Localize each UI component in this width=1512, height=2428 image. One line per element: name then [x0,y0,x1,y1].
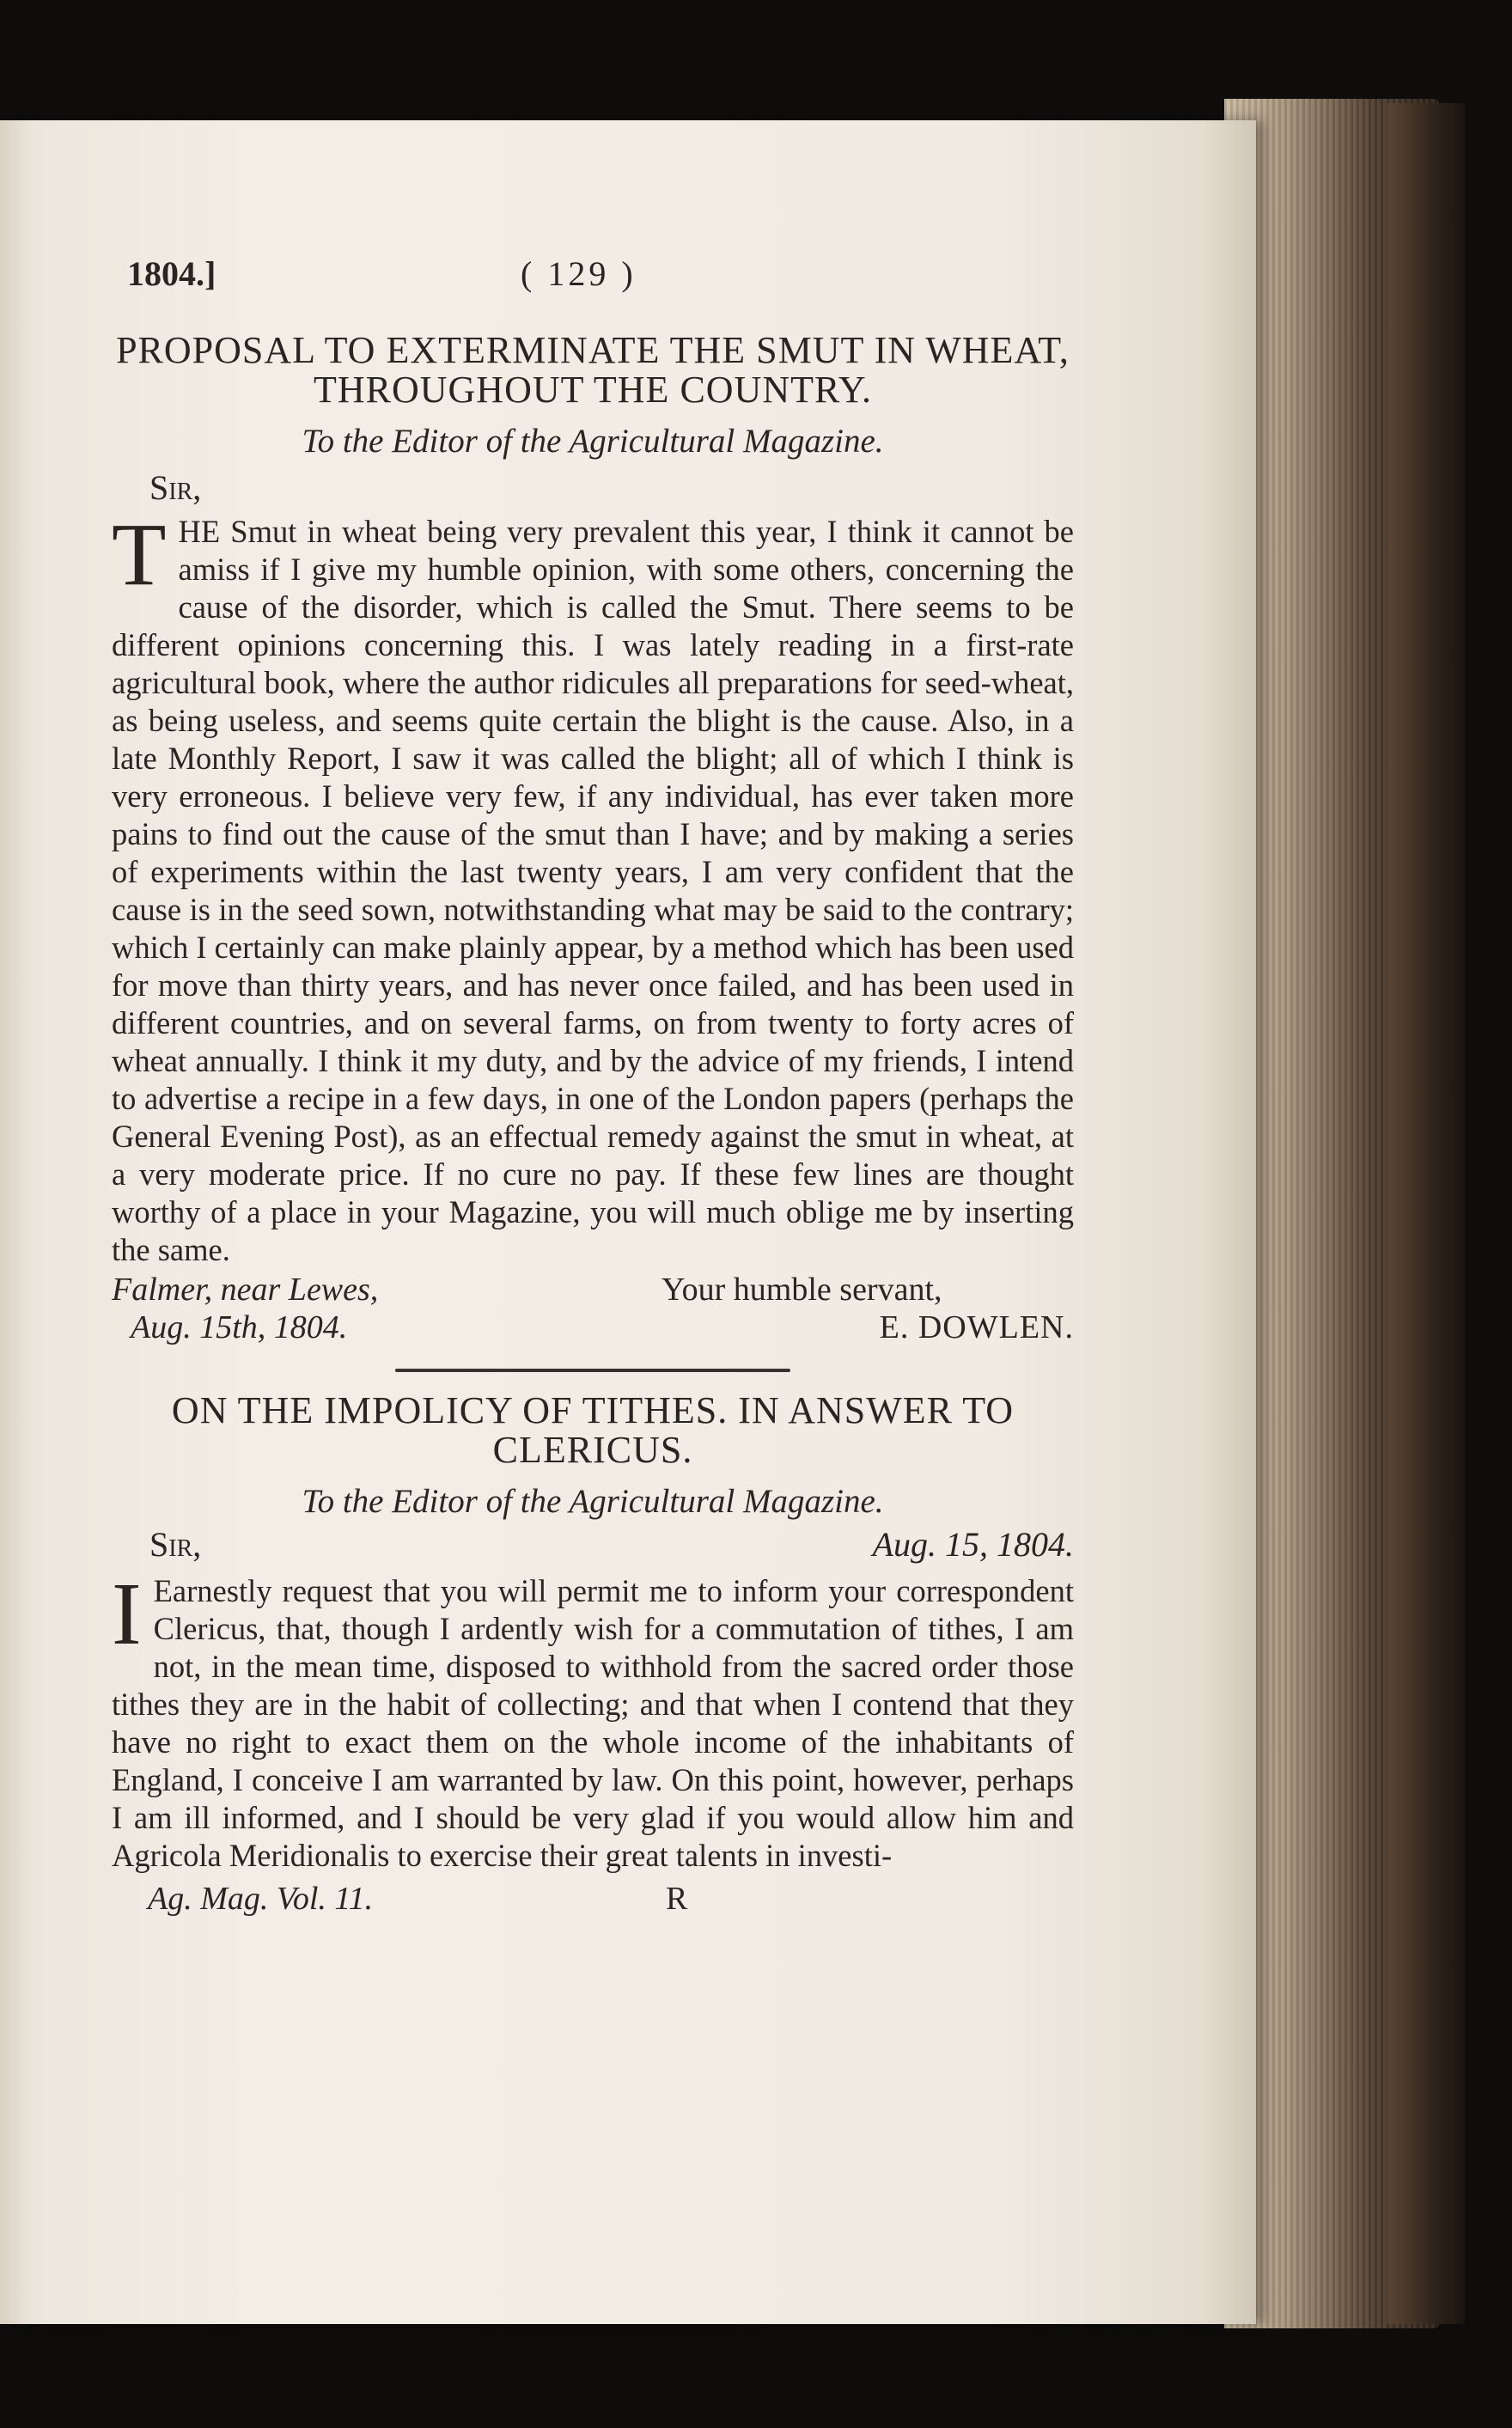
article2-to-editor: To the Editor of the Agricultural Magazine. [302,1483,884,1520]
book-page [0,120,1256,2324]
page-content [112,253,1074,1923]
article2-body [112,1565,1074,1875]
article2-salutation-row [112,1524,1074,1567]
book-cover [1387,103,1465,2324]
footer-reference: Ag. Mag. Vol. 11. [148,1881,374,1917]
page-number: ( 129 ) [521,254,637,293]
article1-body [112,505,1074,1269]
article1-to-editor: To the Editor of the Agricultural Magazine. [302,423,884,460]
article2-text: Earnestly request that you will permit me to inform your correspondent Clericus, that, though I ardently wish for a commutation of tithes, I am not, in the mean time, disposed to withhold from the sacred order those tithes they are in the habit of collecting; and that when I contend that they have no right to exact them on the whole income of the inhabitants of England, I conceive I am warranted by law. On this point, however, perhaps I am ill informed, and I should be very glad if you would allow him and Agricola Meridionalis to exercise their great talents in investi- [112,1573,1074,1873]
article1-salutation: Sir, [149,468,202,507]
article1-drop-cap: T [112,505,167,604]
article1-text: HE Smut in wheat being very prevalent this year, I think it cannot be amiss if I give my humble opinion, with some others, concerning the cause of the disorder, which is called the Smut. There seems to be different opinions concerning this. I was lately reading in a first-rate agricultural book, where the author ridicules all preparations for seed-wheat, as being useless, and seems quite certain the blight is the cause. Also, in a late Monthly Report, I saw it was called the blight; all of which I think is very erroneous. I believe very few, if any individual, has ever taken more pains to find out the cause of the smut than I have; and by making a series of experiments within the last twenty years, I am very confident that the cause is in the seed sown, notwithstanding what may be said to the contrary; which I certainly can make plainly appear, by a method which has been used for move than thirty years, and has never once failed, and has been used in different countries, and on several farms, on from twenty to forty acres of wheat annually. I think it my duty, and by the advice of my friends, I intend to advertise a recipe in a few days, in one of the London papers (perhaps the General Evening Post), as an effectual remedy against the smut in wheat, at a very moderate price. If no cure no pay. If these few lines are thought worthy of a place in your Magazine, you will much oblige me by inserting the same. [112,514,1074,1267]
running-head [112,253,1074,296]
article1-signature-block [112,1271,1074,1350]
running-head-year: 1804.] [127,254,216,293]
signature-mark: R [666,1881,688,1917]
article2-date: Aug. 15, 1804. [872,1525,1074,1564]
article2-salutation: Sir, [149,1525,202,1564]
article1-title: PROPOSAL TO EXTERMINATE THE SMUT IN WHEAT, THROUGHOUT THE COUNTRY. [116,329,1070,411]
article2-drop-cap: I [112,1565,142,1663]
article1-author: E. DOWLEN. [879,1309,1074,1345]
article1-closing: Your humble servant, [662,1272,942,1308]
article1-date: Aug. 15th, 1804. [131,1309,348,1345]
page-footer [112,1880,1074,1923]
article2-title: ON THE IMPOLICY OF TITHES. IN ANSWER TO CLERICUS. [171,1389,1015,1471]
section-divider [395,1369,790,1372]
article1-place: Falmer, near Lewes, [112,1272,379,1308]
